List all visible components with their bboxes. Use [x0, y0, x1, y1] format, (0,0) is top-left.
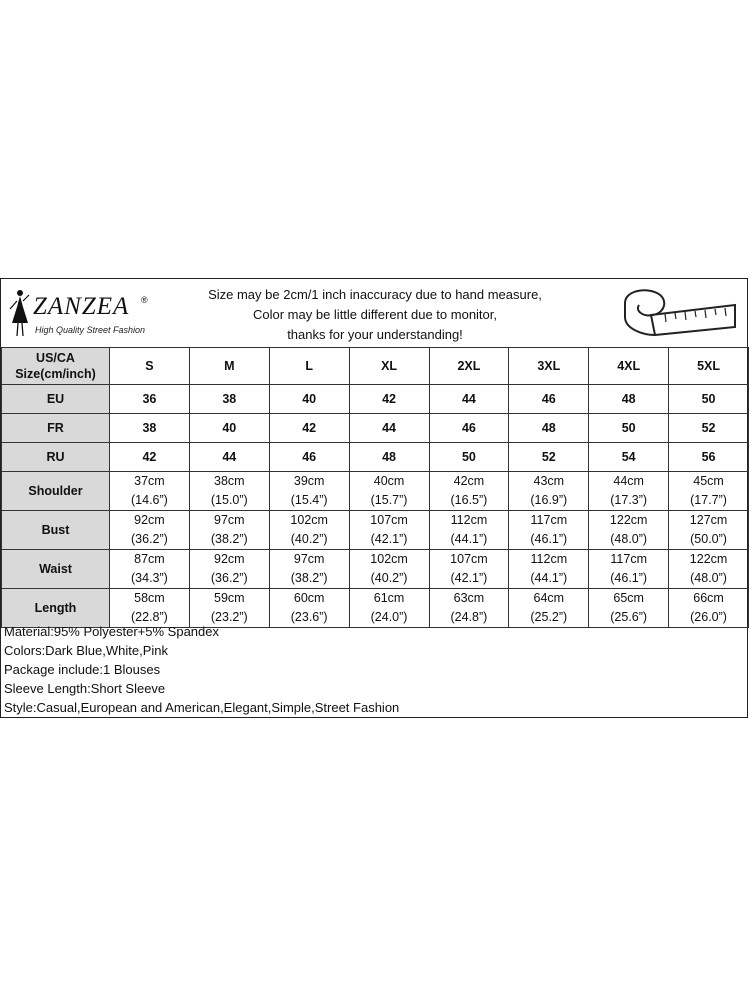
- cm-value: 44cm: [613, 474, 644, 488]
- cm-value: 43cm: [533, 474, 565, 488]
- inch-value: (14.6”): [131, 493, 168, 507]
- size-cell: 3XL: [509, 348, 589, 385]
- size-value: 46: [509, 385, 589, 414]
- size-cell: 4XL: [589, 348, 669, 385]
- cm-value: 107cm: [370, 513, 408, 527]
- row-label: Length: [2, 589, 110, 628]
- cm-value: 112cm: [450, 513, 488, 527]
- size-value: 42: [110, 443, 190, 472]
- row-label: RU: [2, 443, 110, 472]
- size-value: 44: [429, 385, 509, 414]
- size-value: 40: [189, 414, 269, 443]
- inch-value: (22.8”): [131, 610, 168, 624]
- cm-value: 97cm: [214, 513, 245, 527]
- cm-value: 64cm: [533, 591, 565, 605]
- size-table: [1, 347, 749, 628]
- cm-value: 102cm: [290, 513, 328, 527]
- cm-value: 59cm: [214, 591, 245, 605]
- size-cell: L: [269, 348, 349, 385]
- size-cell: XL: [349, 348, 429, 385]
- measure-row-waist: [2, 550, 749, 589]
- inch-value: (46.1”): [610, 571, 648, 585]
- cm-value: 37cm: [134, 474, 165, 488]
- cm-value: 63cm: [453, 591, 485, 605]
- size-value: 48: [589, 385, 669, 414]
- row-label: EU: [2, 385, 110, 414]
- size-value: 50: [669, 385, 749, 414]
- measure-cell: [669, 550, 749, 589]
- inch-value: (16.5”): [450, 493, 488, 507]
- measure-cell: [589, 511, 669, 550]
- size-value: 52: [669, 414, 749, 443]
- inch-value: (34.3”): [131, 571, 168, 585]
- brand-tagline: High Quality Street Fashion: [35, 325, 146, 335]
- measure-row-shoulder: [2, 472, 749, 511]
- inch-value: (15.4”): [290, 493, 328, 507]
- measure-cell: [349, 550, 429, 589]
- conversion-row-ru: [2, 443, 749, 472]
- measure-cell: [269, 550, 349, 589]
- size-label-cell: [2, 348, 110, 385]
- cm-value: 45cm: [693, 474, 724, 488]
- inch-value: (42.1”): [450, 571, 488, 585]
- size-value: 36: [110, 385, 190, 414]
- inch-value: (38.2”): [290, 571, 328, 585]
- measure-cell: [429, 511, 509, 550]
- inch-value: (23.2”): [210, 610, 248, 624]
- notice-line: thanks for your understanding!: [287, 327, 463, 342]
- cm-value: 117cm: [610, 552, 647, 566]
- inch-value: (16.9”): [530, 493, 568, 507]
- measure-cell: [189, 550, 269, 589]
- size-value: 40: [269, 385, 349, 414]
- measure-cell: [429, 550, 509, 589]
- size-cell: 5XL: [669, 348, 749, 385]
- cm-value: 39cm: [293, 474, 325, 488]
- inch-value: (42.1”): [370, 532, 408, 546]
- measure-cell: [189, 511, 269, 550]
- inch-value: (17.7”): [690, 493, 727, 507]
- notice-line: Size may be 2cm/1 inch inaccuracy due to hand measure,: [208, 287, 542, 302]
- size-value: 48: [349, 443, 429, 472]
- measure-cell: [429, 472, 509, 511]
- measure-cell: [269, 472, 349, 511]
- size-value: 38: [110, 414, 190, 443]
- cm-value: 87cm: [134, 552, 165, 566]
- inch-value: (24.8”): [450, 610, 488, 624]
- spec-colors: Colors:Dark Blue,White,Pink: [4, 643, 168, 658]
- measure-cell: [589, 589, 669, 628]
- row-label: Shoulder: [2, 472, 110, 511]
- inch-value: (46.1”): [530, 532, 568, 546]
- measure-cell: [509, 550, 589, 589]
- size-value: 52: [509, 443, 589, 472]
- measure-cell: [349, 472, 429, 511]
- cm-value: 122cm: [689, 552, 728, 566]
- registered-mark: ®: [141, 295, 148, 305]
- inch-value: (48.0”): [610, 532, 648, 546]
- measure-cell: [669, 589, 749, 628]
- size-value: 38: [189, 385, 269, 414]
- measure-cell: [509, 589, 589, 628]
- size-value: 46: [429, 414, 509, 443]
- inch-value: (44.1”): [450, 532, 488, 546]
- size-chart-card: [0, 278, 748, 718]
- measure-cell: [589, 472, 669, 511]
- measure-cell: [669, 472, 749, 511]
- size-cell: S: [110, 348, 190, 385]
- measure-cell: [589, 550, 669, 589]
- inch-value: (23.6”): [290, 610, 328, 624]
- cm-value: 65cm: [613, 591, 644, 605]
- inch-value: (26.0”): [690, 610, 727, 624]
- measure-cell: [509, 511, 589, 550]
- inch-value: (44.1”): [530, 571, 568, 585]
- cm-value: 92cm: [134, 513, 165, 527]
- measure-cell: [189, 472, 269, 511]
- inch-value: (50.0”): [690, 532, 727, 546]
- spec-package: Package include:1 Blouses: [4, 662, 161, 677]
- inch-value: (36.2”): [210, 571, 248, 585]
- inch-value: (17.3”): [610, 493, 648, 507]
- size-value: 50: [429, 443, 509, 472]
- brand-logo: [5, 287, 165, 339]
- cm-value: 92cm: [214, 552, 245, 566]
- cm-value: 107cm: [450, 552, 488, 566]
- spec-style: Style:Casual,European and American,Elegant,Simple,Street Fashion: [4, 700, 400, 715]
- inch-value: (40.2”): [370, 571, 408, 585]
- size-value: 54: [589, 443, 669, 472]
- measure-cell: [110, 472, 190, 511]
- cm-value: 102cm: [370, 552, 408, 566]
- chart-header: [1, 279, 747, 347]
- row-label: Waist: [2, 550, 110, 589]
- inch-value: (15.0”): [210, 493, 248, 507]
- measure-cell: [269, 511, 349, 550]
- inch-value: (15.7”): [370, 493, 408, 507]
- cm-value: 40cm: [373, 474, 405, 488]
- size-value: 44: [189, 443, 269, 472]
- cm-value: 60cm: [293, 591, 325, 605]
- size-value: 46: [269, 443, 349, 472]
- size-value: 44: [349, 414, 429, 443]
- size-value: 42: [269, 414, 349, 443]
- cm-value: 42cm: [453, 474, 485, 488]
- size-value: 56: [669, 443, 749, 472]
- spec-sleeve: Sleeve Length:Short Sleeve: [4, 681, 166, 696]
- measure-cell: [669, 511, 749, 550]
- measurement-notice: [181, 285, 569, 345]
- cm-value: 127cm: [689, 513, 728, 527]
- inch-value: (38.2”): [210, 532, 248, 546]
- size-cell: 2XL: [429, 348, 509, 385]
- size-header-row: [2, 348, 749, 385]
- conversion-row-fr: [2, 414, 749, 443]
- fashion-figure-icon: [9, 289, 31, 337]
- row-label: FR: [2, 414, 110, 443]
- cm-value: 38cm: [214, 474, 245, 488]
- size-label: US/CA Size(cm/inch): [15, 351, 96, 381]
- cm-value: 122cm: [609, 513, 648, 527]
- measure-cell: [509, 472, 589, 511]
- row-label: Bust: [2, 511, 110, 550]
- inch-value: (25.6”): [610, 610, 648, 624]
- conversion-rows: [2, 385, 749, 472]
- size-value: 48: [509, 414, 589, 443]
- inch-value: (24.0”): [370, 610, 408, 624]
- inch-value: (25.2”): [530, 610, 568, 624]
- cm-value: 117cm: [530, 513, 568, 527]
- spec-material: Material:95% Polyester+5% Spandex: [4, 624, 219, 639]
- size-value: 50: [589, 414, 669, 443]
- inch-value: (40.2”): [290, 532, 328, 546]
- cm-value: 61cm: [373, 591, 405, 605]
- measuring-tape-icon: [615, 283, 739, 343]
- inch-value: (48.0”): [690, 571, 727, 585]
- cm-value: 58cm: [134, 591, 165, 605]
- measure-cell: [349, 511, 429, 550]
- size-cell: M: [189, 348, 269, 385]
- cm-value: 112cm: [530, 552, 568, 566]
- cm-value: 97cm: [293, 552, 325, 566]
- measure-cell: [110, 511, 190, 550]
- conversion-row-eu: [2, 385, 749, 414]
- brand-name: ZANZEA: [33, 293, 130, 320]
- cm-value: 66cm: [693, 591, 724, 605]
- measure-cell: [110, 550, 190, 589]
- measure-row-bust: [2, 511, 749, 550]
- measurement-rows: [2, 472, 749, 628]
- measure-cell: [429, 589, 509, 628]
- notice-line: Color may be little different due to monitor,: [253, 307, 497, 322]
- size-value: 42: [349, 385, 429, 414]
- inch-value: (36.2”): [131, 532, 168, 546]
- product-specs: [4, 622, 399, 717]
